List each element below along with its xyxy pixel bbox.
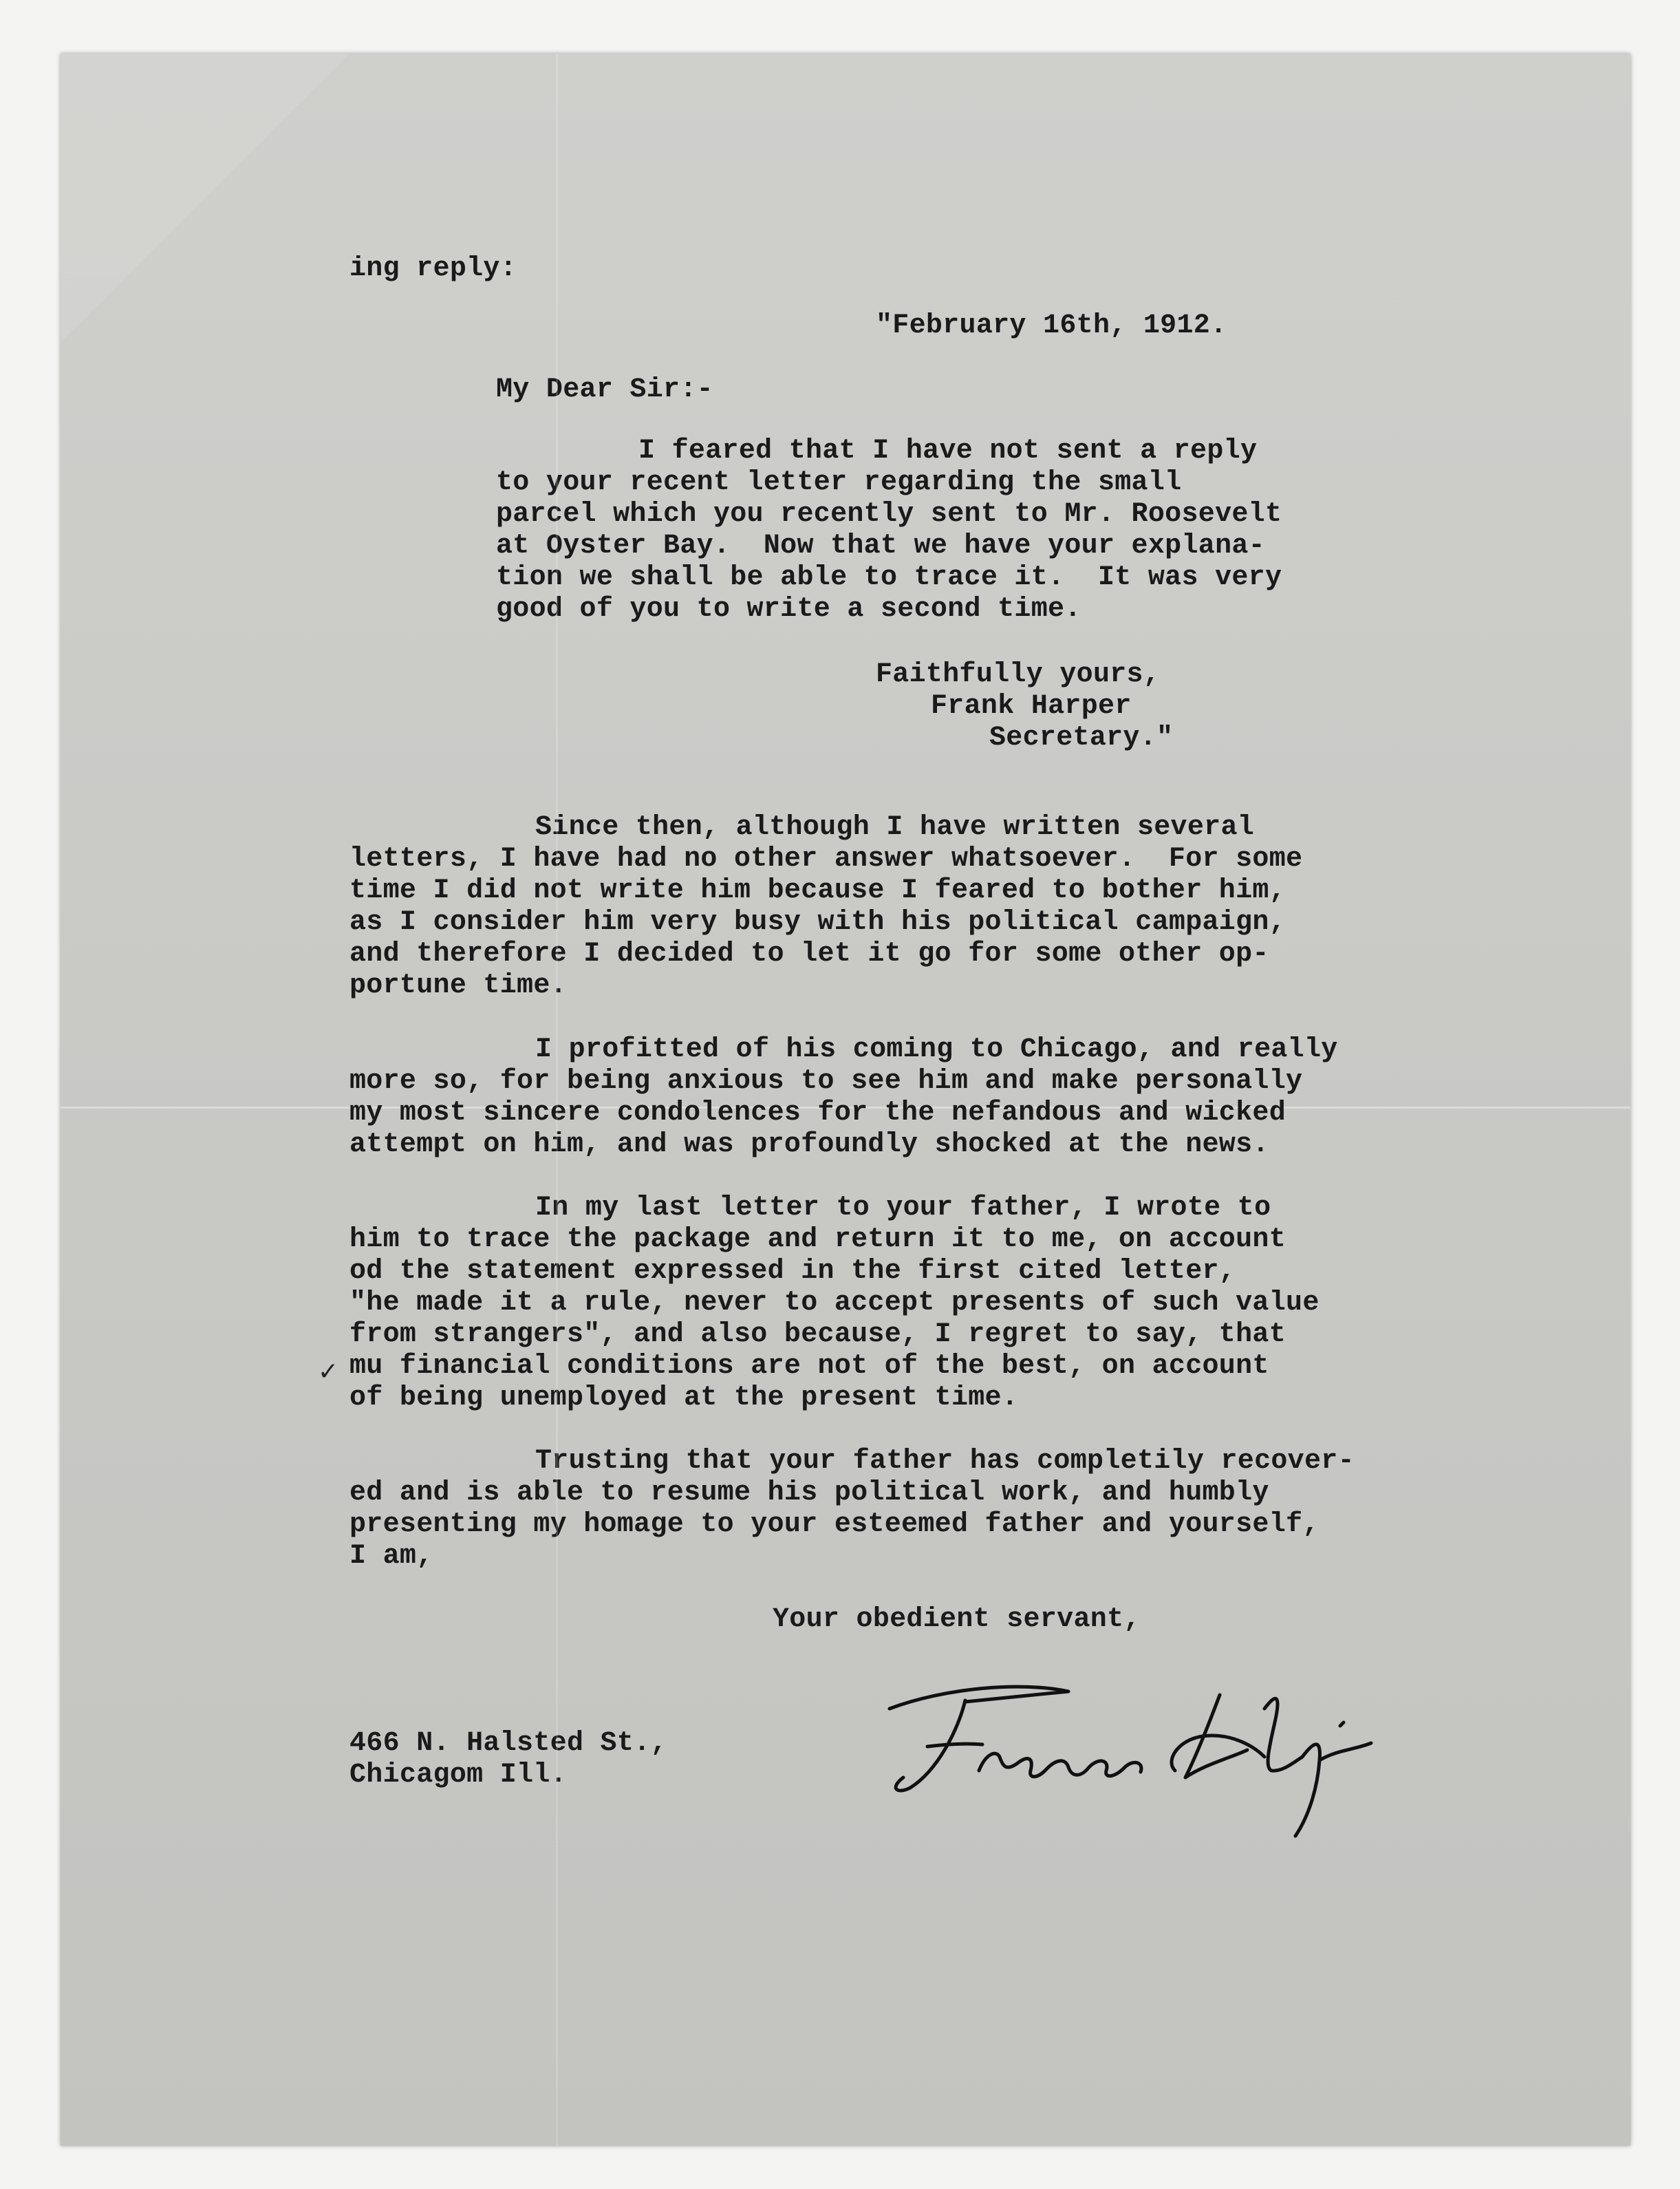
address-line: Chicagom Ill. bbox=[349, 1760, 567, 1791]
quoted-body-line: good of you to write a second time. bbox=[496, 594, 1081, 625]
continuation-line: ing reply: bbox=[349, 253, 517, 284]
paragraph-line: letters, I have had no other answer whatsoever. For some bbox=[349, 844, 1303, 875]
paragraph-line: presenting my homage to your esteemed father and yourself, bbox=[349, 1509, 1320, 1540]
quoted-signer-name: Frank Harper bbox=[931, 691, 1132, 722]
quoted-body-line: at Oyster Bay. Now that we have your explana- bbox=[496, 531, 1265, 562]
paragraph-line: portune time. bbox=[349, 970, 567, 1001]
paragraph-line: as I consider him very busy with his political campaign, bbox=[349, 907, 1286, 938]
paragraph-line: him to trace the package and return it to me, on account bbox=[349, 1224, 1286, 1255]
paragraph-line: In my last letter to your father, I wrote to bbox=[535, 1193, 1271, 1224]
paragraph-line: "he made it a rule, never to accept presents of such value bbox=[349, 1288, 1320, 1318]
paragraph-line: I am, bbox=[349, 1541, 433, 1572]
paragraph-line: my most sincere condolences for the nefandous and wicked bbox=[349, 1098, 1286, 1129]
paragraph-line: attempt on him, and was profoundly shocked at the news. bbox=[349, 1129, 1269, 1160]
quoted-body-line: to your recent letter regarding the small bbox=[496, 467, 1182, 498]
quoted-body-line: I feared that I have not sent a reply bbox=[638, 436, 1258, 467]
quoted-body-line: parcel which you recently sent to Mr. Roosevelt bbox=[496, 499, 1282, 530]
paragraph-line: from strangers", and also because, I regret to say, that bbox=[349, 1319, 1286, 1350]
quoted-closing: Faithfully yours, bbox=[876, 659, 1161, 690]
quoted-body-line: tion we shall be able to trace it. It was very bbox=[496, 562, 1282, 593]
letter-page bbox=[61, 54, 1630, 2146]
margin-check-mark: ✓ bbox=[318, 1358, 339, 1386]
valediction: Your obedient servant, bbox=[773, 1604, 1141, 1635]
paragraph-line: mu financial conditions are not of the best, on account bbox=[349, 1351, 1269, 1382]
folded-corner bbox=[61, 54, 349, 343]
paragraph-line: of being unemployed at the present time. bbox=[349, 1382, 1019, 1413]
paragraph-line: Since then, although I have written several bbox=[535, 812, 1255, 843]
paragraph-line: more so, for being anxious to see him and make personally bbox=[349, 1066, 1303, 1097]
quoted-salutation: My Dear Sir:- bbox=[496, 374, 713, 405]
paragraph-line: time I did not write him because I feared to bother him, bbox=[349, 875, 1286, 906]
paragraph-line: od the statement expressed in the first cited letter, bbox=[349, 1256, 1236, 1287]
paragraph-line: I profitted of his coming to Chicago, and really bbox=[535, 1034, 1338, 1065]
quoted-date: "February 16th, 1912. bbox=[876, 310, 1227, 341]
handwritten-signature bbox=[862, 1667, 1385, 1846]
paragraph-line: and therefore I decided to let it go for some other op- bbox=[349, 939, 1269, 970]
address-line: 466 N. Halsted St., bbox=[349, 1728, 667, 1759]
quoted-signer-title: Secretary." bbox=[989, 723, 1174, 754]
paragraph-line: ed and is able to resume his political work, and humbly bbox=[349, 1477, 1269, 1508]
paragraph-line: Trusting that your father has completily recover- bbox=[535, 1446, 1355, 1477]
